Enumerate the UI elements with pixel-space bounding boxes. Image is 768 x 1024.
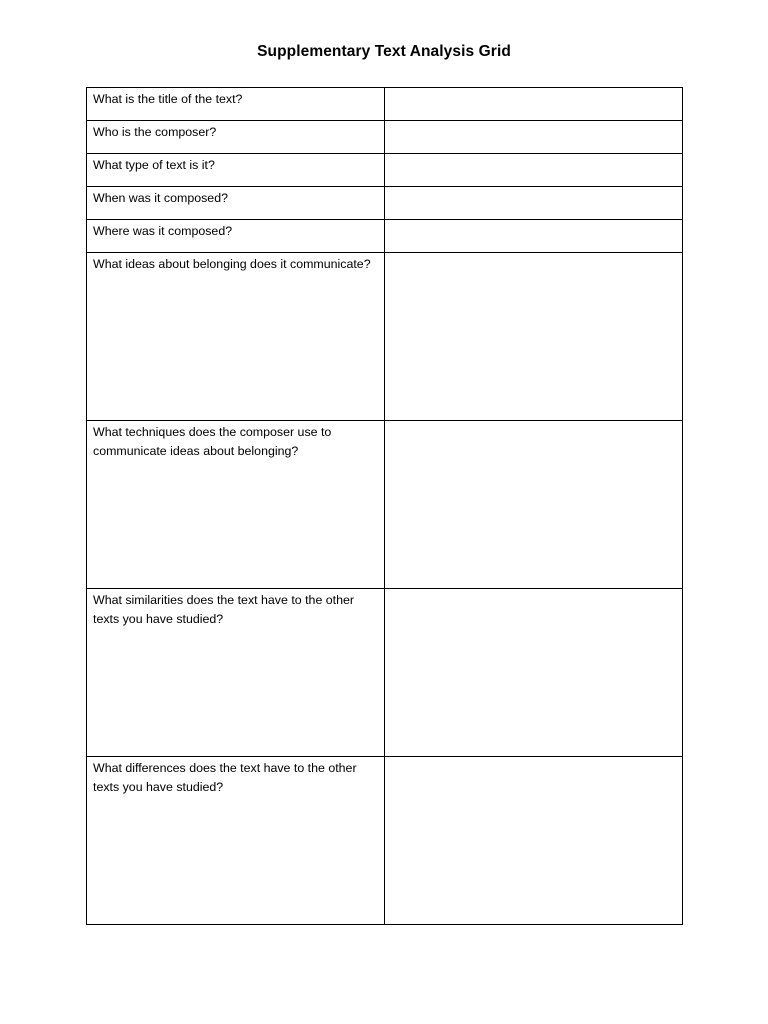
answer-cell[interactable] [385, 121, 683, 154]
answer-cell[interactable] [385, 253, 683, 421]
question-text: What type of text is it? [93, 158, 215, 172]
question-cell [87, 154, 385, 187]
answer-cell[interactable] [385, 757, 683, 925]
analysis-grid [86, 87, 683, 925]
page-title: Supplementary Text Analysis Grid [257, 43, 511, 60]
question-cell [87, 220, 385, 253]
question-cell [87, 757, 385, 925]
question-text: What similarities does the text have to the other texts you have studied? [93, 593, 355, 626]
question-cell [87, 121, 385, 154]
question-cell [87, 421, 385, 589]
question-text: What is the title of the text? [93, 92, 243, 106]
question-cell [87, 589, 385, 757]
question-text: What differences does the text have to the other texts you have studied? [93, 761, 357, 794]
question-cell [87, 253, 385, 421]
answer-cell[interactable] [385, 154, 683, 187]
answer-cell[interactable] [385, 421, 683, 589]
answer-cell[interactable] [385, 220, 683, 253]
grid-row-ideas [87, 253, 683, 421]
grid-row-where [87, 220, 683, 253]
grid-row-composer [87, 121, 683, 154]
question-text: Who is the composer? [93, 125, 217, 139]
question-text: What techniques does the composer use to communicate ideas about belonging? [93, 425, 332, 458]
grid-row-title [87, 88, 683, 121]
question-text: When was it composed? [93, 191, 228, 205]
question-cell [87, 88, 385, 121]
question-text: What ideas about belonging does it communicate? [93, 257, 371, 271]
question-cell [87, 187, 385, 220]
answer-cell[interactable] [385, 88, 683, 121]
answer-cell[interactable] [385, 187, 683, 220]
grid-row-when [87, 187, 683, 220]
grid-row-differences [87, 757, 683, 925]
question-text: Where was it composed? [93, 224, 233, 238]
grid-row-similarities [87, 589, 683, 757]
grid-row-type [87, 154, 683, 187]
grid-row-techniques [87, 421, 683, 589]
answer-cell[interactable] [385, 589, 683, 757]
